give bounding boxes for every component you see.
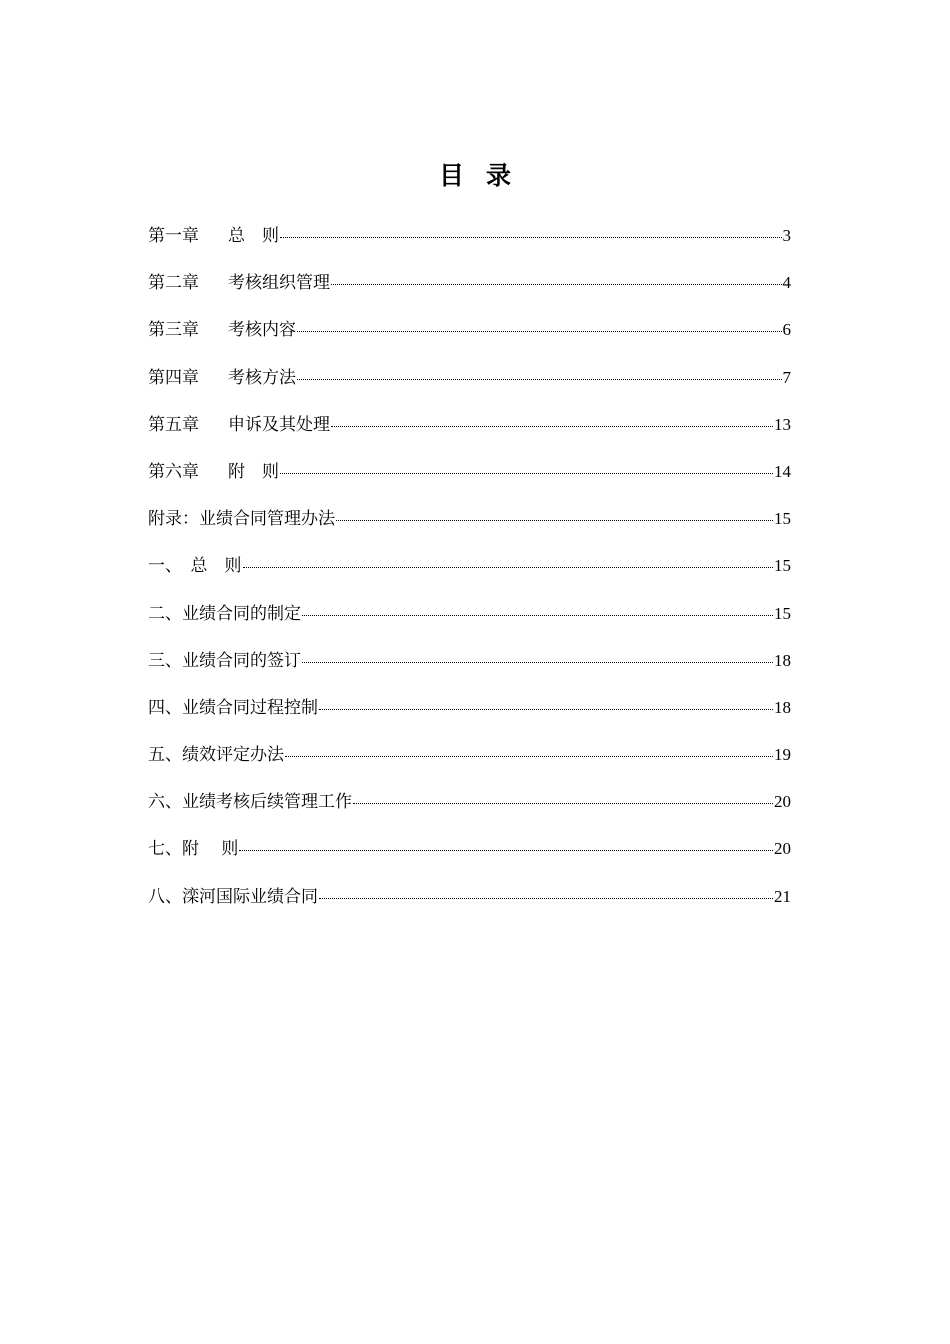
toc-entry-section-7[interactable] (148, 834, 791, 881)
toc-entry-chapter: 第六章 (148, 461, 199, 482)
toc-entry-title: 八、滦河国际业绩合同 (148, 886, 318, 907)
dot-leader (297, 363, 782, 383)
toc-entry-appendix[interactable] (148, 504, 791, 551)
toc-entry-chapter-1[interactable] (148, 221, 791, 268)
toc-entry-title: 考核方法 (228, 367, 296, 388)
toc-entry-section-2[interactable] (148, 599, 791, 646)
toc-entry-page: 20 (774, 792, 791, 812)
toc-entry-label (148, 316, 296, 344)
toc-entry-title: 三、业绩合同的签订 (148, 650, 301, 671)
dot-leader (319, 882, 773, 902)
toc-entry-label (148, 788, 352, 816)
toc-entry-page: 7 (782, 367, 791, 387)
dot-leader (336, 504, 773, 524)
toc-entry-title: 附录：业绩合同管理办法 (148, 509, 335, 530)
toc-entry-label (148, 883, 318, 911)
toc-entry-title: 总 则 (228, 226, 279, 246)
toc-entry-label (148, 694, 318, 722)
dot-leader (285, 740, 773, 760)
toc-entry-section-1[interactable] (148, 551, 791, 598)
dot-leader (331, 410, 773, 430)
toc-entry-label (148, 269, 330, 297)
toc-entry-label (148, 222, 279, 250)
toc-entry-page: 13 (774, 414, 791, 434)
toc-heading-char-2: 录 (486, 161, 512, 190)
toc-entry-section-5[interactable] (148, 740, 791, 787)
dot-leader (243, 551, 774, 571)
toc-entry-page: 3 (782, 226, 791, 245)
toc-heading-char-1: 目 (438, 161, 464, 190)
toc-entry-chapter: 第五章 (148, 414, 199, 435)
toc-entry-page: 20 (774, 839, 791, 859)
toc-entry-chapter: 第三章 (148, 320, 199, 341)
toc-entry-page: 19 (774, 745, 791, 765)
dot-leader (302, 646, 773, 666)
toc-entry-chapter-6[interactable] (148, 457, 791, 504)
dot-leader (331, 268, 782, 288)
toc-entry-chapter-3[interactable] (148, 315, 791, 362)
toc-entry-title: 考核组织管理 (228, 273, 330, 294)
dot-leader (280, 457, 773, 477)
toc-entry-section-3[interactable] (148, 646, 791, 693)
dot-leader (280, 221, 782, 241)
toc-entry-page: 14 (774, 461, 791, 481)
toc-entry-chapter: 第二章 (148, 273, 199, 294)
dot-leader (297, 315, 782, 335)
toc-entry-page: 15 (774, 509, 791, 529)
toc-entry-page: 15 (774, 603, 791, 623)
toc-entry-title: 二、业绩合同的制定 (148, 603, 301, 624)
toc-entry-page: 21 (774, 886, 791, 906)
toc-entry-section-8[interactable] (148, 882, 791, 929)
toc-entry-chapter-2[interactable] (148, 268, 791, 315)
table-of-contents (148, 221, 791, 929)
toc-entry-chapter: 第一章 (148, 226, 199, 246)
dot-leader (319, 693, 773, 713)
toc-entry-chapter: 第四章 (148, 367, 199, 388)
toc-entry-label (148, 505, 335, 533)
dot-leader (302, 599, 773, 619)
toc-entry-label (148, 411, 330, 439)
toc-entry-title: 六、业绩考核后续管理工作 (148, 792, 352, 813)
dot-leader (239, 834, 773, 854)
toc-entry-chapter-5[interactable] (148, 410, 791, 457)
toc-entry-title: 申诉及其处理 (228, 414, 330, 435)
toc-entry-title: 一、 总 则 (148, 556, 242, 577)
toc-heading (0, 158, 950, 194)
toc-entry-title: 四、业绩合同过程控制 (148, 697, 318, 718)
toc-entry-title: 五、绩效评定办法 (148, 745, 284, 766)
toc-entry-title: 附 则 (228, 461, 279, 482)
toc-entry-label (148, 600, 301, 628)
toc-entry-section-4[interactable] (148, 693, 791, 740)
toc-entry-label (148, 835, 238, 863)
toc-entry-page: 18 (774, 650, 791, 670)
toc-entry-page: 15 (774, 556, 791, 576)
toc-entry-label (148, 741, 284, 769)
toc-entry-title: 考核内容 (228, 320, 296, 341)
dot-leader (353, 787, 773, 807)
toc-entry-chapter-4[interactable] (148, 363, 791, 410)
toc-entry-label (148, 364, 296, 392)
toc-entry-section-6[interactable] (148, 787, 791, 834)
toc-entry-page: 4 (782, 273, 791, 293)
toc-entry-label (148, 647, 301, 675)
toc-entry-page: 18 (774, 697, 791, 717)
toc-entry-label (148, 552, 242, 580)
toc-entry-page: 6 (782, 320, 791, 340)
toc-entry-title: 七、附 则 (148, 839, 239, 860)
toc-entry-label (148, 458, 279, 486)
